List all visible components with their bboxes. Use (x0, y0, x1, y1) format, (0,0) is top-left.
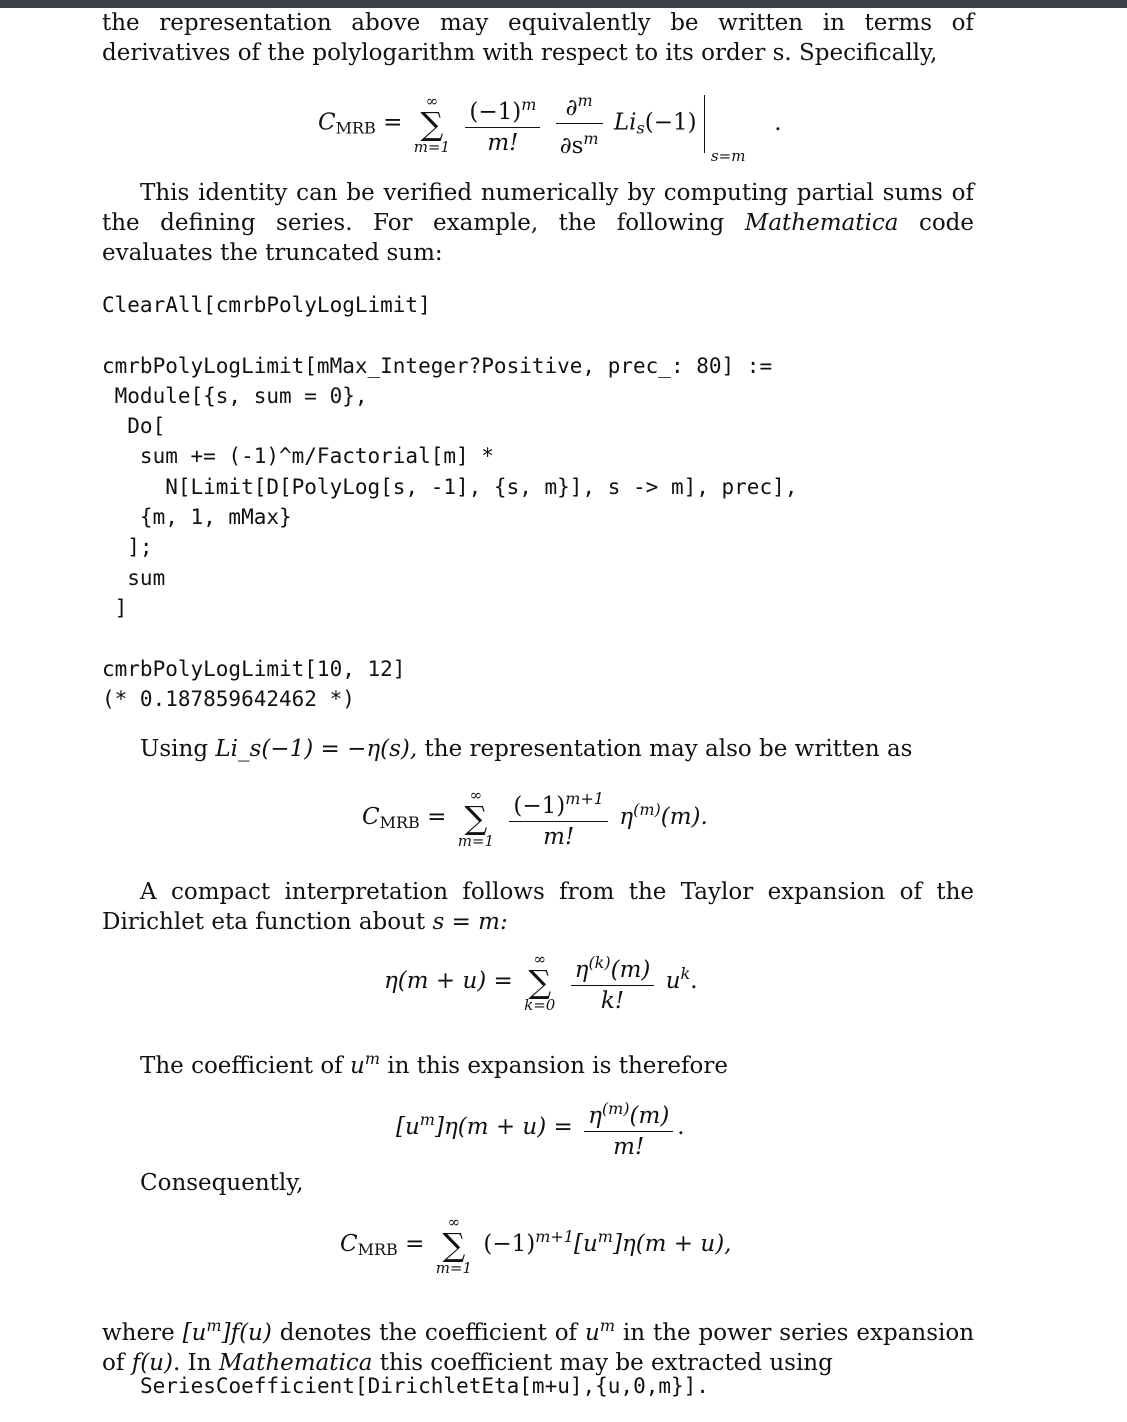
para5-text-b: in this expansion is therefore (387, 1053, 728, 1079)
eq3-frac-den: k! (600, 988, 625, 1014)
eq2-frac (509, 784, 608, 852)
sigma-symbol: ∑ (528, 963, 552, 1001)
sigma-symbol: ∑ (420, 104, 444, 143)
verification-paragraph (102, 178, 974, 268)
para3-text-b: the representation may also be written as (424, 736, 913, 762)
consequently-paragraph (140, 1168, 740, 1198)
eq1-frac1-num: (−1) (469, 98, 522, 125)
equation-eta-derivative (362, 784, 708, 852)
para7-func: f(u) (131, 1350, 173, 1376)
intro-paragraph (102, 8, 974, 68)
eq3-frac-num-sup: (k) (588, 953, 611, 972)
eq3-sum-upper: ∞ (533, 950, 546, 968)
eq5-sum-lower: m=1 (435, 1259, 473, 1277)
eq4-lhs-rest: ]η(m + u) = (434, 1114, 573, 1140)
eq4-frac-num-arg: (m) (629, 1103, 670, 1129)
eq4-frac-num: η (588, 1103, 602, 1129)
eq1-frac1-num-sup: m (521, 94, 537, 114)
top-bar (0, 0, 1127, 8)
eq2-equals: = (427, 804, 454, 830)
eq1-frac2-num: ∂ (565, 95, 578, 121)
para4-expression: s = m: (432, 909, 508, 935)
eq4-frac-num-sup: (m) (601, 1099, 630, 1118)
series-coefficient-code: SeriesCoefficient[DirichletEta[m+u],{u,0,m}]. (140, 1374, 709, 1398)
eq3-frac-num: η (574, 957, 589, 983)
para2-emphasis: Mathematica (744, 210, 899, 236)
para7-emphasis: Mathematica (218, 1350, 373, 1376)
eq3-sum (524, 951, 555, 1013)
eq1-frac2-num-sup: m (577, 91, 593, 110)
final-paragraph (102, 1311, 974, 1378)
eq3-lhs: η(m + u) = (384, 968, 513, 994)
para5-sup: m (364, 1049, 380, 1068)
para5-text-a: The coefficient of (140, 1053, 343, 1079)
eq2-term-arg: (m). (660, 804, 708, 830)
eq1-frac-sign (465, 90, 540, 158)
para6-text: Consequently, (140, 1170, 304, 1196)
eq2-frac-num-sup: m+1 (565, 789, 604, 808)
mathematica-code-block: ClearAll[cmrbPolyLogLimit] cmrbPolyLogLimit[mMax_Integer?Positive, prec_: 80] := Module[{s, sum = 0}, Do[ sum += (-1)^m/Factorial[m] * N[Limit[D[PolyLog[s, -1], {s, m}], s -> m], prec], {m, 1, mMax} ]; sum ] cmrbPolyLogLimit[10, 12] (* 0.187859642462 *) (102, 293, 798, 711)
para7-text-c: in the power series expansion of (102, 1320, 975, 1376)
para7-text-b: denotes the coefficient of (279, 1320, 578, 1346)
eq1-frac-derivative (556, 86, 603, 161)
eq4-lhs: [u (396, 1114, 420, 1140)
sigma-symbol: ∑ (464, 799, 488, 837)
eq5-sum-upper: ∞ (447, 1213, 461, 1231)
eq2-sum (458, 787, 494, 849)
eq3-term: u (665, 968, 681, 994)
taylor-paragraph (102, 877, 974, 937)
eq1-equals: = (383, 109, 410, 136)
eq5-lhs-sub: MRB (357, 1240, 398, 1259)
eq1-sum-upper: ∞ (425, 91, 439, 110)
eq1-frac2-den: ∂s (559, 133, 584, 159)
equation-taylor-expansion (384, 948, 698, 1016)
eq2-term-sup: (m) (633, 800, 661, 819)
para4-text: A compact interpretation follows from the Taylor expansion of the Dirichlet eta function about (102, 879, 974, 935)
eq4-tail: . (677, 1114, 685, 1140)
eq1-evaluation-bar (704, 95, 746, 165)
eq2-frac-den: m! (543, 824, 575, 850)
coefficient-paragraph (102, 1044, 974, 1081)
eq5-body-sup2: m (597, 1227, 613, 1246)
eq3-tail: . (690, 968, 698, 994)
equation-coefficient-sum (340, 1214, 731, 1276)
eq5-equals: = (405, 1231, 432, 1257)
equation-polylog-derivative (318, 86, 782, 165)
eq1-period: . (774, 109, 782, 136)
para2-text: This identity can be verified numerically by computing partial sums of the defining series. For example, the following (102, 180, 974, 236)
eq3-term-sup: k (680, 964, 691, 983)
equation-coefficient (396, 1094, 685, 1162)
para2-end: code evaluates the truncated sum: (102, 210, 975, 266)
para3-expression: Li_s(−1) = −η(s), (215, 736, 418, 762)
para7-text-d: . In (172, 1350, 212, 1376)
para5-var: u (350, 1053, 365, 1079)
eq1-lhs-sub: MRB (335, 118, 376, 138)
eq1-term-sub: s (636, 118, 645, 138)
eq1-term-arg: (−1) (644, 109, 697, 136)
eq3-frac (571, 948, 655, 1016)
eq5-body-rest2: ]η(m + u), (612, 1231, 732, 1257)
eq3-frac-num-arg: (m) (610, 957, 651, 983)
eq1-frac1-den: m! (487, 129, 519, 156)
eq3-sum-lower: k=0 (524, 996, 556, 1014)
eq2-lhs: C (362, 804, 380, 830)
eq4-frac (584, 1094, 673, 1162)
eq5-body-rest: [u (573, 1231, 598, 1257)
eta-paragraph (102, 734, 974, 764)
eq2-term: η (619, 804, 634, 830)
eq5-lhs: C (340, 1231, 358, 1257)
eq5-body-sup: m+1 (535, 1227, 574, 1246)
eq1-eval-at: s=m (710, 146, 746, 165)
para7-text-e: this coefficient may be extracted using (379, 1350, 833, 1376)
para3-text-a: Using (140, 736, 209, 762)
intro-text: the representation above may equivalently be written in terms of derivatives of the polylogarithm with respect to its order s. Specifically, (102, 10, 974, 66)
para7-var: $u^m$ (584, 1316, 615, 1346)
eq1-lhs: C (318, 109, 336, 136)
eq1-sum (414, 93, 450, 155)
eq1-sum-lower: m=1 (413, 137, 451, 156)
eq4-frac-den: m! (613, 1134, 645, 1160)
eq5-sum (436, 1214, 472, 1276)
para7-text-a: where (102, 1320, 175, 1346)
eq4-lhs-sup: m (419, 1110, 435, 1129)
eq2-frac-num: (−1) (513, 793, 566, 819)
eq2-lhs-sub: MRB (379, 813, 420, 832)
eq2-sum-upper: ∞ (469, 786, 483, 804)
sigma-symbol: ∑ (442, 1226, 466, 1264)
para7-bracket-expr: $[u^m]f(u)$ (182, 1316, 272, 1346)
eq5-body: (−1) (483, 1231, 536, 1257)
eq1-term: Li (613, 109, 637, 136)
eq2-sum-lower: m=1 (457, 832, 495, 850)
eq1-frac2-den-sup: m (583, 129, 599, 148)
